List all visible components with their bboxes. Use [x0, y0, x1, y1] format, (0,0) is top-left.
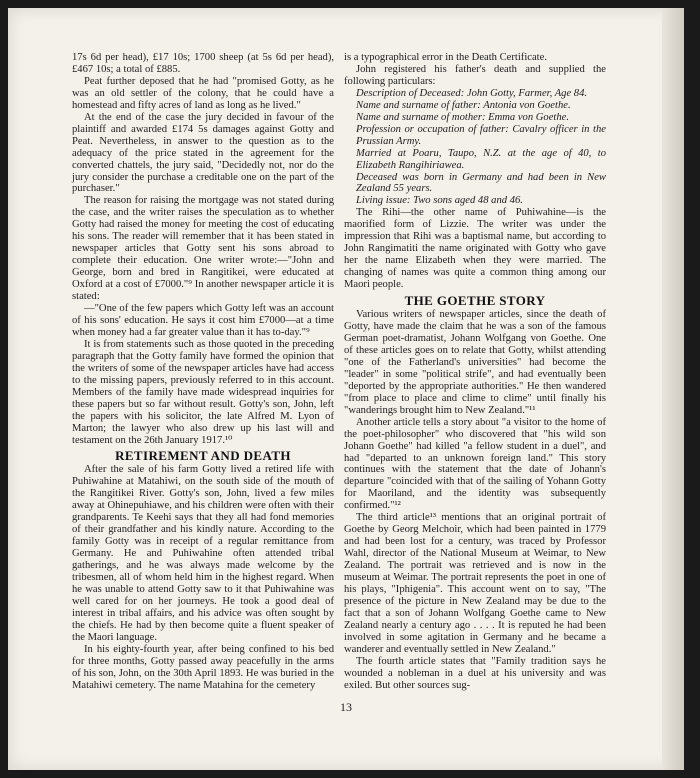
paragraph: Married at Poaru, Taupo, N.Z. at the age of 40, to Elizabeth Rangihiriawea. — [356, 147, 606, 171]
paragraph: After the sale of his farm Gotty lived a retired life with Puhiwahine at Matahiwi, on the south side of the mouth of the Rangitikei River. Gotty's son, John, lived a few miles away at Ohinepuhiawe, and his children were often with their grandparents. Te Keehi says that they all had fond memories of their grandfather and his kindly nature. According to the family Gotty was in receipt of a regular remittance from Germany. He and Puhiwahine often attended tribal gatherings, and he was always made welcome by the tribesmen, all of whom held him in the highest regard. When he was unable to attend Gotty saw to it that Puhiwahine was well cared for on her journeys. He took a good deal of interest in tribal affairs, and his advice was often sought by the chiefs. He had by then become quite a fluent speaker of the Maori language. — [72, 464, 334, 643]
paragraph: Another article tells a story about "a visitor to the home of the poet-philosopher" who discovered that "his wild son Johann Goethe" had killed "a fellow student in a duel", and had "departed to an unknown foreign land." This story continues with the statement that the date of Johann's departure "coincided with that of the sailing of Yohann Gotty for Maoriland, and the identity was subsequently confirmed."¹² — [344, 416, 606, 512]
paragraph: 17s 6d per head), £17 10s; 1700 sheep (at 5s 6d per head), £467 10s; a total of £885. — [72, 52, 334, 75]
paragraph: At the end of the case the jury decided in favour of the plaintiff and awarded £174 5s damages against Gotty and Peat. Nevertheless, in answer to the question as to the adequacy of the price stated in the agreement for the converted chattels, the jury said, "Decidedly not, nor do the jury consider the purchase a creditable one on the part of the purchaser." — [72, 111, 334, 195]
paragraph: In his eighty-fourth year, after being confined to his bed for three months, Gotty passed away peacefully in the arms of his son, John, on the 30th April 1893. He was buried in the Matahiwi cemetery. The name Matahina for the cemetery — [72, 643, 334, 691]
paragraph: Living issue: Two sons aged 48 and 46. — [356, 195, 523, 207]
paragraph: The third article¹³ mentions that an original portrait of Goethe by Georg Melchoir, which had been painted in 1779 and had been lost for a century, was traced by Professor Wahl, director of the National Museum at Weimar, to New Zealand. The portrait was retrieved and is now in the museum at Weimar. The portrait represents the poet in one of his plays, "Iphigenia". This account went on to say, "The presence of the picture in New Zealand may be due to the fact that a son of Johann Wolfgang Goethe came to New Zealand nearly a century ago . . . . It is reputed he had been involved in some agitation in Germany and he became a wanderer and eventually settled in New Zealand." — [344, 512, 606, 655]
paragraph: is a typographical error in the Death Certificate. — [344, 52, 547, 63]
paragraph: Profession or occupation of father: Cavalry officer in the Prussian Army. — [356, 123, 606, 147]
paragraph: The Rihi—the other name of Puhiwahine—is the maorified form of Lizzie. The writer was under the impression that Rihi was a baptismal name, but according to John Rangimatiti the name originated with Gotty who gave her the name Elizabeth when they were married. The changing of names was quite a common thing among our Maori people. — [344, 207, 606, 291]
paragraph: —"One of the few papers which Gotty left was an account of his sons' education. He says it cost him £7000—at a time when money had a far greater value than it has to-day."⁹ — [72, 303, 334, 338]
section-heading: RETIREMENT AND DEATH — [115, 448, 291, 464]
right-text-column — [344, 52, 606, 692]
left-text-column — [72, 52, 334, 692]
paragraph: Name and surname of mother: Emma von Goethe. — [356, 111, 570, 123]
section-heading: THE GOETHE STORY — [404, 293, 546, 309]
paragraph: It is from statements such as those quoted in the preceding paragraph that the Gotty family have formed the opinion that the writers of some of the newspaper articles have had access to the missing papers, previously referred to in this account. Members of the family have made widespread inquiries for these papers but so far without result. Gotty's son, John, left the papers with his solicitor, the late Alfred M. Lyon of Marton; the lawyer who also drew up his last will and testament on the 26th January 1917.¹⁰ — [72, 338, 334, 446]
page-number: 13 — [340, 700, 352, 714]
paragraph: The fourth article states that "Family tradition says he wounded a nobleman in a duel at his university and was exiled. But other sources sug- — [344, 655, 606, 691]
paragraph: John registered his father's death and supplied the following particulars: — [344, 63, 606, 87]
paragraph: Deceased was born in Germany and had been in New Zealand 55 years. — [356, 171, 606, 195]
page-gutter-shadow — [662, 8, 684, 770]
paragraph: Name and surname of father: Antonia von Goethe. — [356, 99, 571, 111]
paragraph: Peat further deposed that he had "promised Gotty, as he was an old settler of the colony, that he could have a homestead and fifty acres of land as long as he lived." — [72, 75, 334, 111]
paragraph: Description of Deceased: John Gotty, Farmer, Age 84. — [356, 87, 588, 99]
book-page — [8, 8, 684, 770]
paragraph: Various writers of newspaper articles, since the death of Gotty, have made the claim that he was a son of the famous German poet-dramatist, Johann Wolfgang von Goethe. One of these articles goes on to relate that Gotty, whilst attending "one of the Fatherland's universities" had become the "leader" in some "political strife", and had eventually been "deported by the appropriate authorities." He then wandered "from place to place and clime to clime" until finally his "wanderings brought him to New Zealand."¹¹ — [344, 309, 606, 416]
paragraph: The reason for raising the mortgage was not stated during the case, and the writer raises the speculation as to whether Gotty had raised the money for meeting the cost of educating his sons. The reader will remember that it has been stated in newspaper articles that Gotty sent his sons abroad to complete their education. One writer wrote:—"John and George, born and bred in Rangitikei, were educated at Oxford at a cost of £7000."⁹ In another newspaper article it is stated: — [72, 195, 334, 303]
